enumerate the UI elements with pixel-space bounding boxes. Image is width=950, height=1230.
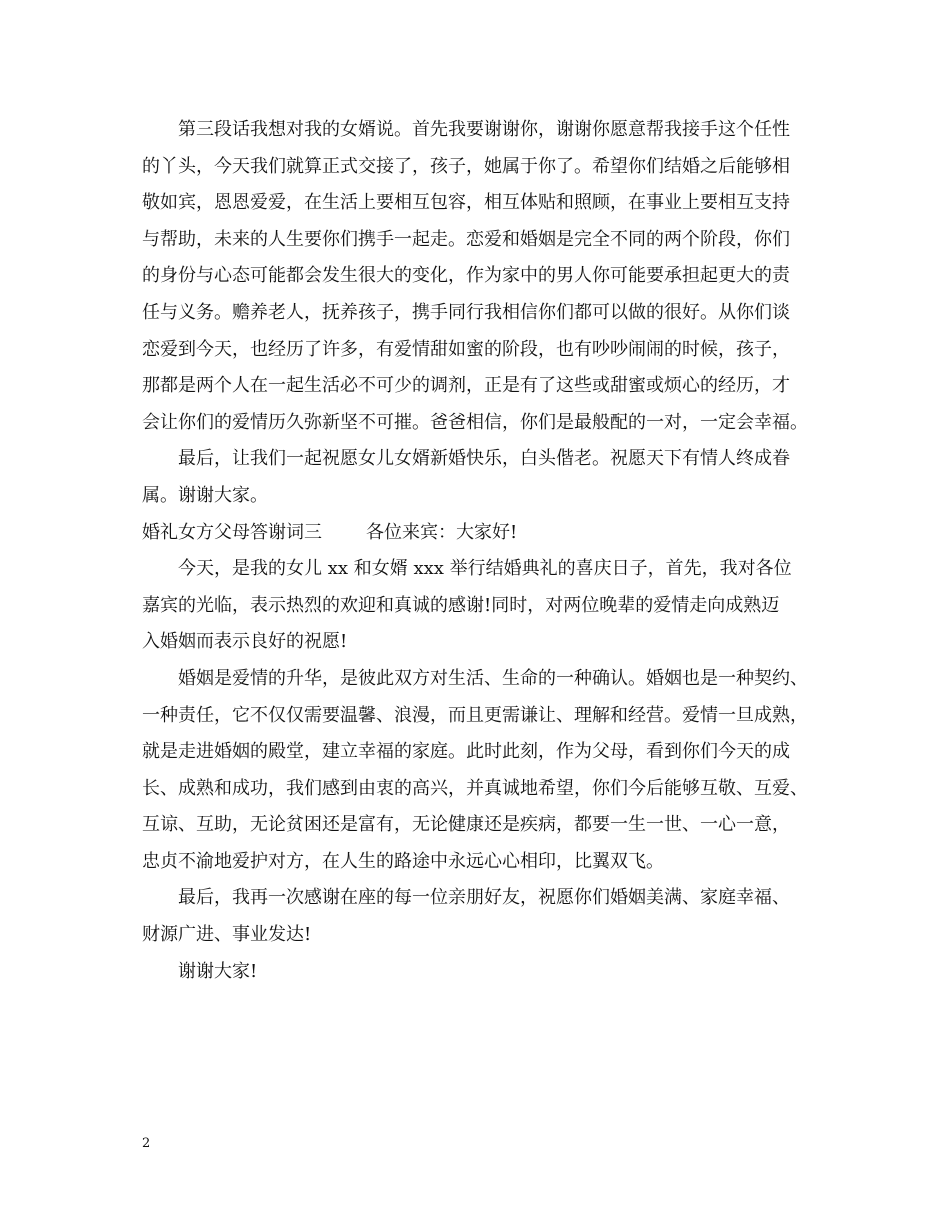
section-title: 婚礼女方父母答谢词三 xyxy=(142,521,322,543)
text-line: 的身份与心态可能都会发生很大的变化，作为家中的男人你可能要承担起更大的责 xyxy=(142,265,790,287)
text-line: 第三段话我想对我的女婿说。首先我要谢谢你，谢谢你愿意帮我接手这个任性 xyxy=(178,119,790,140)
paragraph-welcome xyxy=(142,551,822,661)
text-line: 嘉宾的光临，表示热烈的欢迎和真诚的感谢!同时，对两位晚辈的爱情走向成熟迈 xyxy=(142,594,780,616)
section-greeting: 各位来宾：大家好! xyxy=(366,521,518,543)
text-line: 一种责任，它不仅仅需要温馨、浪漫，而且更需谦让、理解和经营。爱情一旦成熟， xyxy=(142,704,808,726)
document-body xyxy=(142,112,822,990)
page-number: 2 xyxy=(142,1136,151,1151)
text-line: 敬如宾，恩恩爱爱，在生活上要相互包容，相互体贴和照顾，在事业上要相互支持 xyxy=(142,192,790,214)
text-line: 最后，让我们一起祝愿女儿女婿新婚快乐，白头偕老。祝愿天下有情人终成眷 xyxy=(178,448,790,470)
text-line: 那都是两个人在一起生活必不可少的调剂，正是有了这些或甜蜜或烦心的经历，才 xyxy=(142,375,790,397)
text-line: 会让你们的爱情历久弥新坚不可摧。爸爸相信，你们是最般配的一对，一定会幸福。 xyxy=(142,411,808,433)
text-line: 忠贞不渝地爱护对方，在人生的路途中永远心心相印，比翼双飞。 xyxy=(142,850,664,872)
text-line: 长、成熟和成功，我们感到由衷的高兴，并真诚地希望，你们今后能够互敬、互爱、 xyxy=(142,777,808,799)
text-line: 婚姻是爱情的升华，是彼此双方对生活、生命的一种确认。婚姻也是一种契约、 xyxy=(178,667,808,689)
text-line: 互谅、互助，无论贫困还是富有，无论健康还是疾病，都要一生一世、一心一意， xyxy=(142,814,790,836)
text-line: 恋爱到今天，也经历了许多，有爱情甜如蜜的阶段，也有吵吵闹闹的时候，孩子， xyxy=(142,338,790,360)
paragraph-thanks-guests xyxy=(142,880,822,953)
text-line: 最后，我再一次感谢在座的每一位亲朋好友，祝愿你们婚姻美满、家庭幸福、 xyxy=(178,887,790,909)
text-line: 的丫头，今天我们就算正式交接了，孩子，她属于你了。希望你们结婚之后能够相 xyxy=(142,155,790,177)
text-line: 就是走进婚姻的殿堂，建立幸福的家庭。此时此刻，作为父母，看到你们今天的成 xyxy=(142,741,790,763)
paragraph-marriage xyxy=(142,661,822,881)
text-line: 属。谢谢大家。 xyxy=(142,484,268,506)
paragraph-to-son-in-law xyxy=(142,112,822,441)
text-line: 今天，是我的女儿 xx 和女婿 xxx 举行结婚典礼的喜庆日子，首先，我对各位 xyxy=(178,558,792,580)
text-line: 财源广进、事业发达! xyxy=(142,924,312,946)
text-line: 与帮助，未来的人生要你们携手一起走。恋爱和婚姻是完全不同的两个阶段，你们 xyxy=(142,228,790,250)
section-heading xyxy=(142,515,822,552)
paragraph-closing xyxy=(142,954,822,991)
text-line: 任与义务。赡养老人，抚养孩子，携手同行我相信你们都可以做的很好。从你们谈 xyxy=(142,301,790,323)
text-line: 入婚姻而表示良好的祝愿! xyxy=(142,631,348,653)
paragraph-blessing xyxy=(142,441,822,514)
text-line: 谢谢大家! xyxy=(178,960,258,982)
